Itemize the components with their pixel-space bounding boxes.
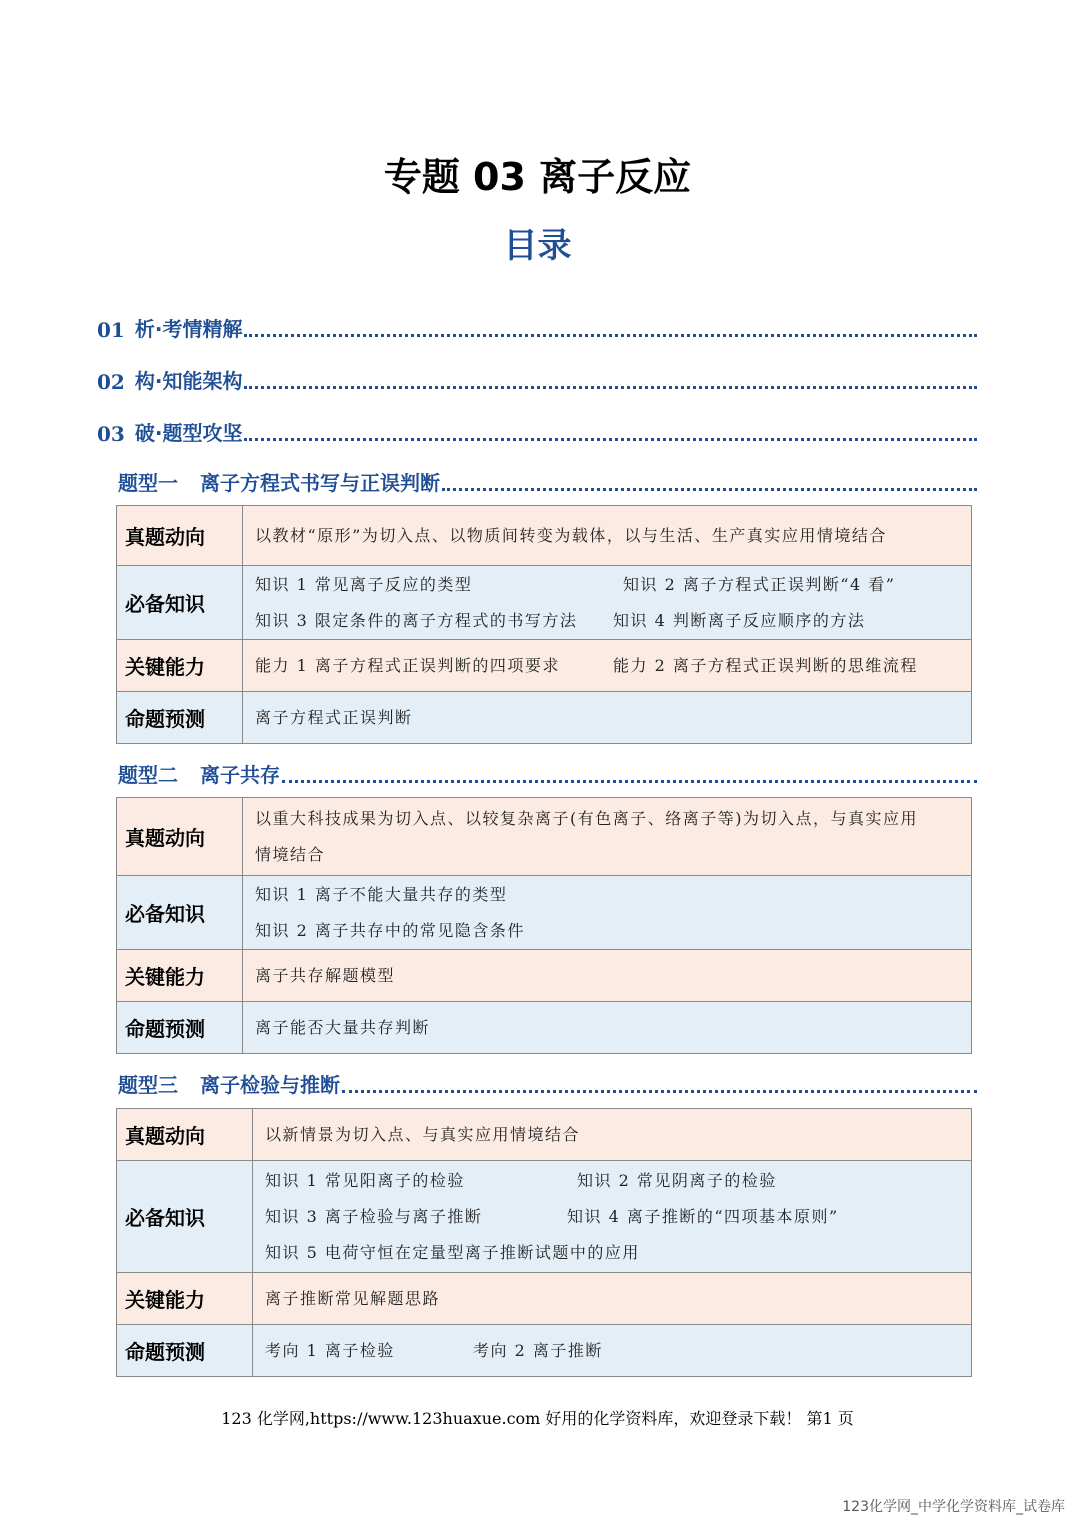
- row-header: 命题预测: [117, 1002, 243, 1054]
- toc-entry-number: 03: [97, 422, 125, 446]
- table-row: [117, 692, 972, 744]
- content-item: 知识 2 离子方程式正误判断“4 看”: [623, 574, 896, 594]
- content-item: 考向 2 离子推断: [473, 1340, 603, 1360]
- content-item: 知识 1 常见离子反应的类型: [255, 574, 473, 594]
- content-item: 能力 1 离子方程式正误判断的四项要求: [255, 655, 560, 675]
- table-row: [117, 506, 972, 566]
- row-content: [243, 876, 972, 950]
- table-row: [117, 1109, 972, 1161]
- toc-leader-dots: [244, 438, 977, 441]
- row-content: [253, 1109, 972, 1161]
- content-line: [265, 1163, 971, 1199]
- content-line: [265, 1333, 971, 1369]
- row-content: [253, 1161, 972, 1273]
- content-line: 以新情景为切入点、与真实应用情境结合: [265, 1124, 581, 1144]
- content-line: 知识 5 电荷守恒在定量型离子推断试题中的应用: [265, 1242, 640, 1262]
- toc-entry-number: 01: [97, 318, 125, 342]
- section-label: 题型二: [118, 763, 178, 787]
- table-row: [117, 1161, 972, 1273]
- toc-entry-text: 破·题型攻坚: [134, 421, 243, 445]
- table-row: [117, 640, 972, 692]
- toc-heading: 目录: [503, 226, 572, 266]
- table-row: [117, 566, 972, 640]
- row-header: 命题预测: [117, 692, 243, 744]
- row-header: 真题动向: [117, 798, 243, 876]
- row-header: 真题动向: [117, 506, 243, 566]
- row-header: 关键能力: [117, 1273, 253, 1325]
- content-line: 离子共存解题模型: [255, 965, 396, 985]
- content-line: 以重大科技成果为切入点、以较复杂离子(有色离子、络离子等)为切入点，与真实应用: [255, 808, 918, 828]
- row-header: 必备知识: [117, 876, 243, 950]
- content-item: 知识 3 离子检验与离子推断: [265, 1206, 483, 1226]
- row-header: 必备知识: [117, 566, 243, 640]
- content-line: [265, 1199, 971, 1235]
- row-header: 命题预测: [117, 1325, 253, 1377]
- content-item: 知识 4 离子推断的“四项基本原则”: [567, 1206, 839, 1226]
- row-header: 关键能力: [117, 640, 243, 692]
- content-item: 知识 3 限定条件的离子方程式的书写方法: [255, 610, 578, 630]
- page-footer: 123 化学网,https://www.123huaxue.com 好用的化学资料库，欢迎登录下载！ 第1 页: [221, 1409, 854, 1428]
- content-line: 以教材“原形”为切入点、以物质间转变为载体，以与生活、生产真实应用情境结合: [255, 525, 887, 545]
- toc-entry-1[interactable]: [97, 312, 977, 342]
- page-title: 专题 03 离子反应: [383, 155, 692, 199]
- content-line: 情境结合: [255, 844, 326, 864]
- row-content: [243, 1002, 972, 1054]
- section-3-table: [116, 1108, 972, 1377]
- table-row: [117, 1273, 972, 1325]
- toc-leader-dots: [282, 780, 977, 783]
- section-label: 题型一: [118, 471, 178, 495]
- row-content: [243, 506, 972, 566]
- section-1-heading[interactable]: [118, 466, 977, 496]
- toc-entry-number: 02: [97, 370, 125, 394]
- section-1-table: [116, 505, 972, 744]
- section-name: 离子检验与推断: [200, 1073, 340, 1097]
- section-label: 题型三: [118, 1073, 178, 1097]
- toc-entry-text: 析·考情精解: [134, 317, 243, 341]
- row-header: 必备知识: [117, 1161, 253, 1273]
- row-content: [253, 1325, 972, 1377]
- content-item: 知识 4 判断离子反应顺序的方法: [613, 610, 866, 630]
- toc-entry-text: 构·知能架构: [134, 369, 243, 393]
- toc-leader-dots: [244, 386, 977, 389]
- table-row: [117, 876, 972, 950]
- toc-leader-dots: [244, 334, 977, 337]
- content-item: 知识 1 常见阳离子的检验: [265, 1170, 465, 1190]
- content-item: 知识 2 常见阴离子的检验: [577, 1170, 777, 1190]
- section-2-table: [116, 797, 972, 1054]
- row-content: [243, 798, 972, 876]
- table-row: [117, 950, 972, 1002]
- content-line: [255, 567, 971, 603]
- section-3-heading[interactable]: [118, 1068, 977, 1098]
- row-content: [253, 1273, 972, 1325]
- toc-leader-dots: [442, 488, 977, 491]
- table-row: [117, 1325, 972, 1377]
- row-header: 真题动向: [117, 1109, 253, 1161]
- row-content: [243, 950, 972, 1002]
- table-row: [117, 1002, 972, 1054]
- toc-entry-3[interactable]: [97, 416, 977, 446]
- content-item: 能力 2 离子方程式正误判断的思维流程: [613, 655, 918, 675]
- toc-leader-dots: [342, 1090, 977, 1093]
- table-row: [117, 798, 972, 876]
- row-header: 关键能力: [117, 950, 243, 1002]
- section-name: 离子方程式书写与正误判断: [200, 471, 440, 495]
- content-line: [255, 603, 971, 639]
- content-line: 离子方程式正误判断: [255, 707, 413, 727]
- content-line: 知识 2 离子共存中的常见隐含条件: [255, 920, 525, 940]
- toc-entry-2[interactable]: [97, 364, 977, 394]
- row-content: [243, 640, 972, 692]
- content-line: 离子推断常见解题思路: [265, 1288, 441, 1308]
- content-item: 考向 1 离子检验: [265, 1340, 395, 1360]
- content-line: [255, 648, 971, 684]
- row-content: [243, 692, 972, 744]
- watermark-text: 123化学网_中学化学资料库_试卷库: [842, 1499, 1065, 1515]
- content-line: 离子能否大量共存判断: [255, 1017, 431, 1037]
- row-content: [243, 566, 972, 640]
- section-name: 离子共存: [200, 763, 280, 787]
- section-2-heading[interactable]: [118, 758, 977, 788]
- content-line: 知识 1 离子不能大量共存的类型: [255, 884, 508, 904]
